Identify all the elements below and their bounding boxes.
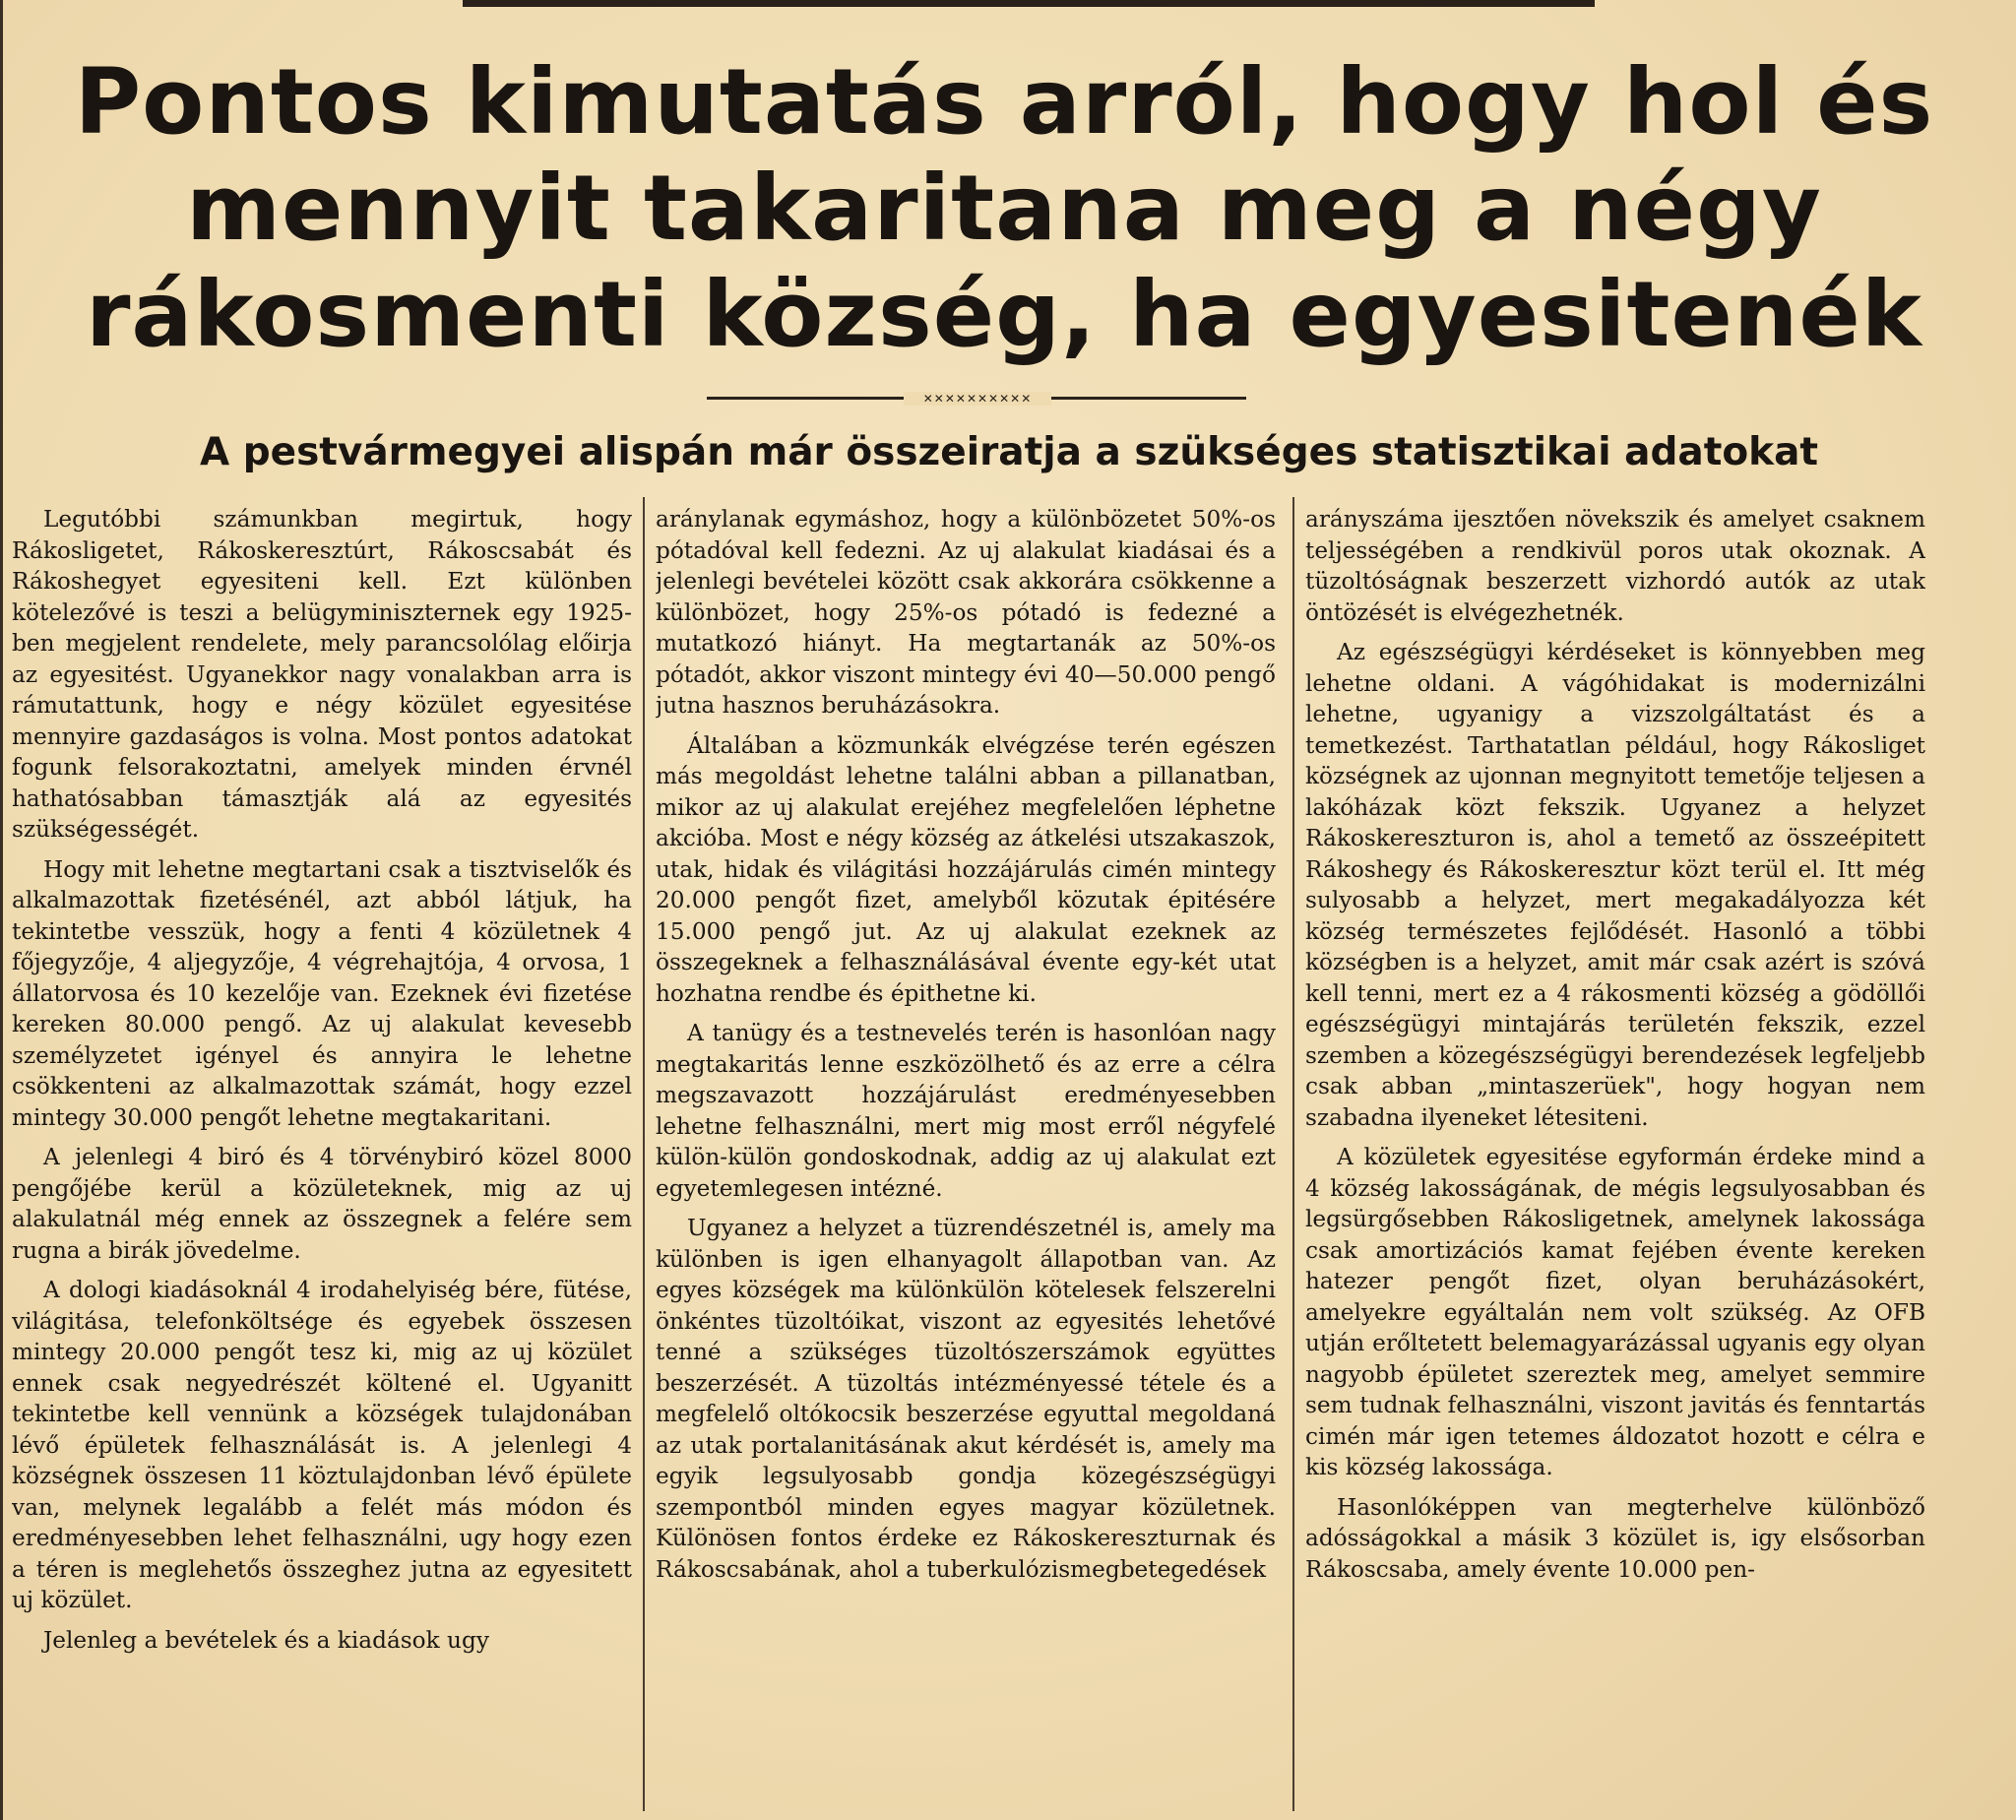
article-column-3 — [1305, 504, 1925, 1813]
headline: Pontos kimutatás arról, hogy hol és mennyit takaritana meg a négy rákosmenti község, ha egyesitenék — [74, 49, 1934, 367]
paragraph: Az egészségügyi kérdéseket is könnyebben meg lehetne oldani. A vágóhidakat is modernizálni lehetne, ugyanigy a vizszolgáltatást és a temetkezést. Tarthatatlan például, hogy Rákosliget községnek az ujonnan megnyitott temetője teljesen a lakóházak közt fekszik. Ugyanez a helyzet Rákoskereszturon is, ahol a temető az összeépitett Rákoshegy és Rákoskeresztur közt terül el. Itt még sulyosabb a helyzet, mert megakadályozza két község természetes fejlődését. Hasonló a többi községben is a helyzet, amit már csak azért is szóvá kell tenni, mert ez a 4 rákosmenti község a gödöllői egészségügyi mintajárás területén fekszik, ezzel szemben a közegészségügyi berendezések legfeljebb csak abban „mintaszerüek", hogy hogyan nem szabadna ilyeneket létesiteni. — [1305, 639, 1925, 1131]
top-rule — [463, 0, 1595, 7]
paragraph: A tanügy és a testnevelés terén is hasonlóan nagy megtakaritás lenne eszközölhető és az erre a célra megszavazott hozzájárulást eredményesebben lehetne felhasználni, mert mig most erről négyfelé külön-külön gondoskodnak, addig az uj alakulat ezt egyetemlegesen intézné. — [656, 1020, 1276, 1202]
paragraph: Hasonlóképpen van megterhelve különböző adósságokkal a másik 3 közület is, igy elsősorban Rákoscsaba, amely évente 10.000 pen- — [1305, 1493, 1925, 1583]
paragraph: arányszáma ijesztően növekszik és amelyet csaknem teljességében a rendkivül poros utak okoznak. A tüzoltóságnak beszerzett vizhordó autók az utak öntözését is elvégezhetnék. — [1305, 506, 1925, 626]
subheadline: A pestvármegyei alispán már összeiratja a szükséges statisztikai adatokat — [199, 430, 1819, 474]
article-column-2 — [656, 504, 1276, 1813]
column-divider — [1292, 497, 1294, 1811]
decorative-divider — [707, 392, 1246, 406]
paragraph: Jelenleg a bevételek és a kiadások ugy — [43, 1626, 489, 1654]
paragraph: A dologi kiadásoknál 4 irodahelyiség bére, fütése, világitása, telefonköltsége és egyebek összesen mintegy 20.000 pengőt tesz ki, mig az uj közület ennek csak negyedrészét költené el. Ugyanitt tekintetbe kell vennünk a községek tulajdonában lévő épületek felhasználását is. A jelenlegi 4 községnek összesen 11 köztulajdonban lévő épülete van, melynek legalább a felét más módon és eredményesebben lehet felhasználni, ugy hogy ezen a téren is meglehetős összeghez jutna az egyesitett uj közület. — [12, 1277, 632, 1613]
ornament-icon: ✕✕✕✕✕✕✕✕✕✕ — [904, 392, 1051, 406]
paragraph: aránylanak egymáshoz, hogy a különbözetet 50%-os pótadóval kell fedezni. Az uj alakulat kiadásai és a jelenlegi bevételei között csak akkorára csökkenne a különbözet, hogy 25%-os pótadó is fedezné a mutatkozó hiányt. Ha megtartanák az 50%-os pótadót, akkor viszont mintegy évi 40—50.000 pengő jutna hasznos beruházásokra. — [656, 506, 1276, 719]
paragraph: Hogy mit lehetne megtartani csak a tisztviselők és alkalmazottak fizetésénél, azt abból látjuk, ha tekintetbe vesszük, hogy a fenti 4 közületnek 4 főjegyzője, 4 aljegyzője, 4 végrehajtója, 4 orvosa, 1 állatorvosa és 10 kezelője van. Ezeknek évi fizetése kereken 80.000 pengő. Az uj alakulat kevesebb személyzetet igényel és annyira le lehetne csökkenteni az alkalmazottak számát, hogy ezzel mintegy 30.000 pengőt lehetne megtakaritani. — [12, 855, 632, 1131]
paragraph: Ugyanez a helyzet a tüzrendészetnél is, amely ma különben is igen elhanyagolt állapotban van. Az egyes községek ma különkülön kötelesek felszerelni önkéntes tüzoltóikat, viszont az egyesités lehetővé tenné a szükséges tüzoltószerszámok együttes beszerzését. A tüzoltás intézményessé tétele és a megfelelő oltókocsik beszerzése egyuttal megoldaná az utak portalanitásának akut kérdését is, amely ma egyik legsulyosabb gondja közegészségügyi szempontból minden egyes magyar közületnek. Különösen fontos érdeke ez Rákoskereszturnak és Rákoscsabának, ahol a tuberkulózismegbetegedések — [656, 1215, 1276, 1583]
page-edge-rule — [0, 0, 3, 1820]
article-column-1 — [12, 504, 632, 1813]
paragraph: Legutóbbi számunkban megirtuk, hogy Rákosligetet, Rákoskeresztúrt, Rákoscsabát és Rákoshegyet egyesiteni kell. Ezt különben kötelezővé is teszi a belügyminiszternek egy 1925-ben megjelent rendelete, mely parancsolólag előirja az egyesitést. Ugyanekkor nagy vonalakban arra is rámutattunk, hogy e négy közület egyesitése mennyire gazdaságos is volna. Most pontos adatokat fogunk felsorakoztatni, amelyek minden érvnél hathatósabban támasztják alá az egyesités szükségességét. — [12, 506, 632, 843]
column-divider — [643, 497, 645, 1811]
paragraph: A jelenlegi 4 biró és 4 törvénybiró közel 8000 pengőjébe kerül a közületeknek, mig az uj alakulatnál még ennek az összegnek a felére sem rugna a birák jövedelme. — [12, 1144, 632, 1264]
paragraph: Általában a közmunkák elvégzése terén egészen más megoldást lehetne találni abban a pillanatban, mikor az uj alakulat erejéhez megfelelően léphetne akcióba. Most e négy község az átkelési utszakaszok, utak, hidak és világitási hozzájárulás cimén mintegy 20.000 pengőt fizet, amelyből közutak épitésére 15.000 pengő jut. Az uj alakulat ezeknek az összegeknek a felhasználásával évente egy-két utat hozhatna rendbe és épithetne ki. — [656, 731, 1276, 1007]
paragraph: A közületek egyesitése egyformán érdeke mind a 4 község lakosságának, de mégis legsulyosabban és legsürgősebben Rákosligetnek, amelynek lakossága csak amortizációs kamat fejében évente kereken hatezer pengőt fizet, olyan beruházásokért, amelyekre egyáltalán nem volt szükség. Az OFB utján erőltetett belemagyarázással ugyanis egy olyan nagyobb épületet szereztek meg, amelyet semmire sem tudnak felhasználni, viszont javitás és fenntartás cimén már igen tetemes áldozatot hozott e célra e kis község lakossága. — [1305, 1144, 1925, 1480]
